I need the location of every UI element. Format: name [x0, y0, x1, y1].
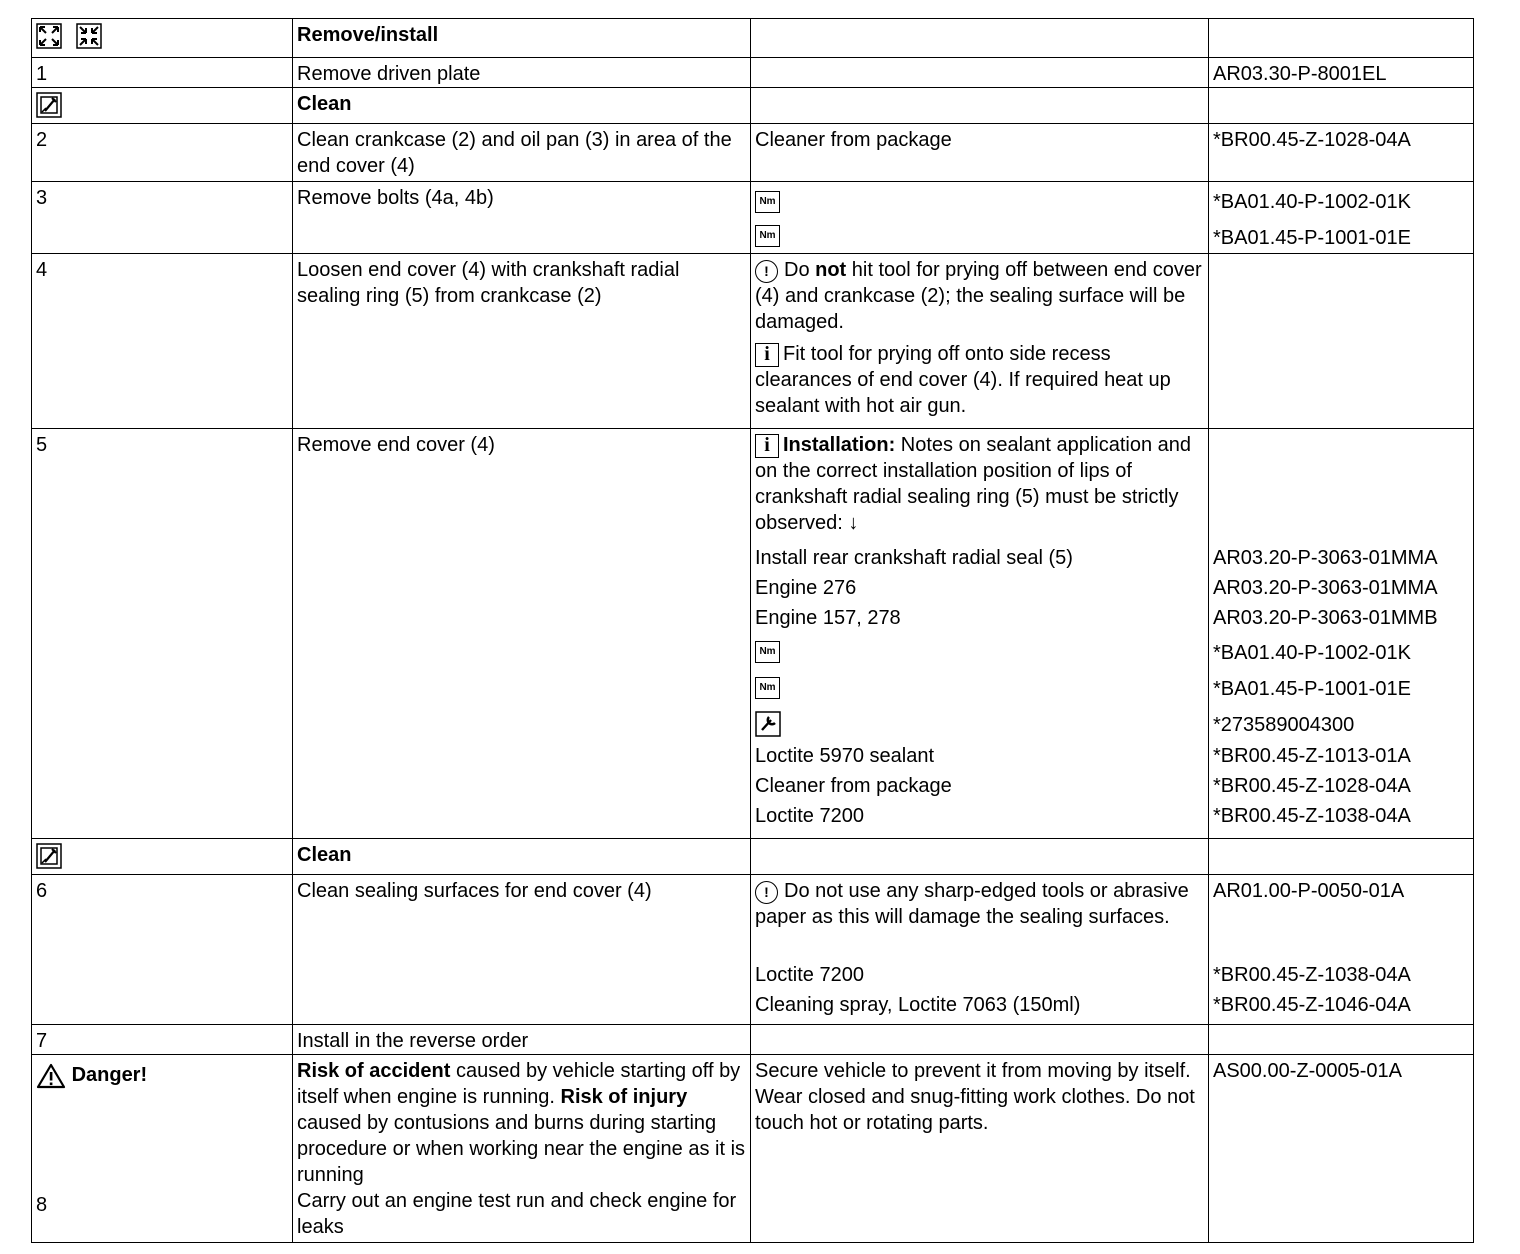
info-icon: i [755, 434, 779, 458]
clean-icon [36, 92, 62, 118]
step-ref-link[interactable]: AS00.00-Z-0005-01A [1209, 1055, 1474, 1243]
remove-icon [36, 23, 62, 49]
step-note [751, 1055, 1209, 1243]
table-row [32, 58, 1474, 88]
step-task [293, 1055, 751, 1243]
ref-link[interactable]: AR03.20-P-3063-01MMB [1213, 607, 1438, 629]
step-number: 6 [32, 875, 293, 1025]
info-note: i Fit tool for prying off onto side recess clearances of end cover (4). If required heat up sealant with hot air gun. [755, 343, 1171, 417]
section-icon-cell [32, 839, 293, 875]
header-note-cell [751, 19, 1209, 58]
step-number: 4 [32, 254, 293, 429]
torque-icon[interactable]: Nm [755, 641, 780, 663]
table-row [32, 254, 1474, 429]
item-text: Engine 276 [755, 577, 857, 599]
step-note [751, 1025, 1209, 1055]
step-note [751, 429, 1209, 839]
step-task: Remove driven plate [293, 58, 751, 88]
ref-link[interactable]: *BA01.40-P-1002-01K [1213, 642, 1411, 664]
caution-note: ! Do not hit tool for prying off between end cover (4) and crankcase (2); the sealing surface will be damaged. [755, 259, 1202, 333]
ref-link[interactable]: AR03.20-P-3063-01MMA [1213, 577, 1438, 599]
step-note [751, 182, 1209, 254]
section-note-cell [751, 88, 1209, 124]
step-task: Remove end cover (4) [293, 429, 751, 839]
clean-icon [36, 843, 62, 869]
step-number: 2 [32, 124, 293, 182]
step-ref-link[interactable]: *BR00.45-Z-1028-04A [1209, 124, 1474, 182]
table-row [32, 875, 1474, 1025]
item-text: Loctite 7200 [755, 964, 864, 986]
danger-text: Risk of accident caused by vehicle starting off by itself when engine is running. Risk of injury caused by contusions and burns during starting procedure or when working near the engine as it is running [297, 1060, 746, 1186]
ref-link[interactable]: *273589004300 [1213, 714, 1355, 736]
step-number: 8 [36, 1194, 48, 1216]
table-row [32, 1025, 1474, 1055]
ref-link[interactable]: *BR00.45-Z-1046-04A [1213, 994, 1411, 1016]
table-row [32, 429, 1474, 839]
ref-link[interactable]: *BA01.45-P-1001-01E [1213, 678, 1411, 700]
header-row [32, 19, 1474, 58]
header-icons-cell [32, 19, 293, 58]
step-task: Clean crankcase (2) and oil pan (3) in area of the end cover (4) [293, 124, 751, 182]
step-note [751, 875, 1209, 1025]
info-icon: i [755, 343, 779, 367]
item-text: Cleaning spray, Loctite 7063 (150ml) [755, 994, 1081, 1016]
ref-link[interactable]: *BA01.40-P-1002-01K [1213, 191, 1411, 213]
ref-link[interactable]: AR01.00-P-0050-01A [1213, 880, 1405, 902]
item-text: Engine 157, 278 [755, 607, 901, 629]
ref-link[interactable]: AR03.20-P-3063-01MMA [1213, 547, 1438, 569]
table-row [32, 124, 1474, 182]
section-row [32, 839, 1474, 875]
step-number: 3 [32, 182, 293, 254]
item-text: Loctite 7200 [755, 805, 864, 827]
header-title: Remove/install [293, 19, 751, 58]
ref-link[interactable]: *BA01.45-P-1001-01E [1213, 227, 1411, 249]
safety-note: Secure vehicle to prevent it from moving by itself. [755, 1060, 1191, 1082]
danger-cell [32, 1055, 293, 1243]
item-text: Loctite 5970 sealant [755, 745, 935, 767]
torque-icon[interactable]: Nm [755, 677, 780, 699]
caution-icon: ! [755, 260, 778, 283]
header-ref-cell [1209, 19, 1474, 58]
section-ref-cell [1209, 839, 1474, 875]
install-icon [76, 23, 102, 49]
caution-note: ! Do not use any sharp-edged tools or abrasive paper as this will damage the sealing surfaces. [755, 880, 1189, 928]
caution-icon: ! [755, 881, 778, 904]
table-row [32, 182, 1474, 254]
step-task: Remove bolts (4a, 4b) [293, 182, 751, 254]
section-title: Clean [293, 88, 751, 124]
section-note-cell [751, 839, 1209, 875]
step-note [751, 58, 1209, 88]
safety-note: Wear closed and snug-fitting work clothes. Do not touch hot or rotating parts. [755, 1086, 1195, 1134]
table-row [32, 1055, 1474, 1243]
step-task: Loosen end cover (4) with crankshaft radial sealing ring (5) from crankcase (2) [293, 254, 751, 429]
special-tool-icon[interactable] [755, 711, 781, 737]
section-icon-cell [32, 88, 293, 124]
step-number: 1 [32, 58, 293, 88]
step-number: 7 [32, 1025, 293, 1055]
step-task: Install in the reverse order [293, 1025, 751, 1055]
step-refs [1209, 182, 1474, 254]
step-refs [1209, 429, 1474, 839]
item-text: Install rear crankshaft radial seal (5) [755, 547, 1073, 569]
danger-label: Danger! [71, 1064, 148, 1086]
step-note [751, 254, 1209, 429]
ref-link[interactable]: *BR00.45-Z-1013-01A [1213, 745, 1411, 767]
step-ref-link[interactable]: AR03.30-P-8001EL [1209, 58, 1474, 88]
torque-icon[interactable]: Nm [755, 225, 780, 247]
section-title: Clean [293, 839, 751, 875]
ref-link[interactable]: *BR00.45-Z-1038-04A [1213, 964, 1411, 986]
step-ref-cell [1209, 254, 1474, 429]
ref-link[interactable]: *BR00.45-Z-1028-04A [1213, 775, 1411, 797]
installation-note: i Installation: Notes on sealant application and on the correct installation position of lips of crankshaft radial sealing ring (5) must be strictly observed: ↓ [755, 434, 1191, 534]
step-note: Cleaner from package [751, 124, 1209, 182]
step-task-text: Carry out an engine test run and check engine for leaks [297, 1190, 737, 1238]
step-task: Clean sealing surfaces for end cover (4) [293, 875, 751, 1025]
section-row [32, 88, 1474, 124]
torque-icon[interactable]: Nm [755, 191, 780, 213]
ref-link[interactable]: *BR00.45-Z-1038-04A [1213, 805, 1411, 827]
danger-icon [36, 1063, 66, 1089]
item-text: Cleaner from package [755, 775, 952, 797]
procedure-table [31, 18, 1474, 1243]
step-refs [1209, 875, 1474, 1025]
step-ref-cell [1209, 1025, 1474, 1055]
step-number: 5 [32, 429, 293, 839]
section-ref-cell [1209, 88, 1474, 124]
